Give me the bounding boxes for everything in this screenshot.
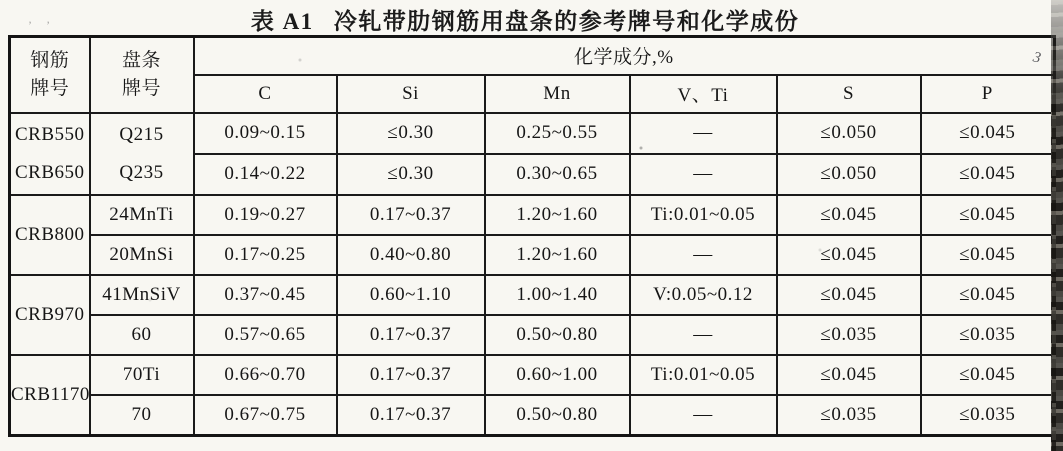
table-title [0, 3, 1050, 36]
value-cell-p: ≤0.045 [921, 154, 1055, 195]
value-cell-p: ≤0.045 [921, 235, 1055, 275]
stray-pencil-marks: ’ ’ [28, 18, 57, 32]
value-cell-vti: — [630, 315, 777, 355]
rod-grade-41mnsiv: 41MnSiV [90, 275, 194, 315]
value-cell-mn: 0.25~0.55 [485, 113, 630, 154]
value-cell-mn: 1.20~1.60 [485, 195, 630, 235]
value-cell-s: ≤0.035 [777, 315, 921, 355]
value-cell-p: ≤0.035 [921, 395, 1055, 435]
rebar-grade-cell-crb970: CRB970 [10, 275, 90, 355]
value-cell-s: ≤0.045 [777, 195, 921, 235]
header-rod-grade-line1: 盘条 [121, 50, 161, 72]
value-cell-p: ≤0.035 [921, 315, 1055, 355]
value-cell-vti: — [630, 395, 777, 435]
value-cell-s: ≤0.035 [777, 395, 921, 435]
value-cell-c: 0.57~0.65 [194, 315, 337, 355]
value-cell-si: 0.17~0.37 [337, 355, 485, 395]
value-cell-c: 0.17~0.25 [194, 235, 337, 275]
rebar-grade-cell-crb550-crb650 [10, 113, 90, 195]
header-element-c: C [194, 75, 337, 113]
value-cell-vti: — [630, 113, 777, 154]
value-cell-s: ≤0.045 [777, 275, 921, 315]
value-cell-mn: 1.20~1.60 [485, 235, 630, 275]
header-element-p: P [921, 75, 1055, 113]
value-cell-si: ≤0.30 [337, 154, 485, 195]
rebar-grade-crb650: CRB650 [14, 161, 85, 183]
rebar-grade-cell-crb1170: CRB1170 [10, 355, 90, 435]
rod-grade-q235: Q235 [119, 161, 164, 183]
header-rebar-grade-line2: 牌号 [30, 77, 70, 99]
table-title-label: 表 A1 [250, 9, 314, 34]
header-element-s: S [777, 75, 921, 113]
rod-grade-24mnti: 24MnTi [90, 195, 194, 235]
table-row [10, 113, 1055, 154]
value-cell-s: ≤0.045 [777, 355, 921, 395]
value-cell-vti: Ti:0.01~0.05 [630, 355, 777, 395]
header-chemical-composition: 化学成分,% [194, 37, 1055, 75]
table-row [10, 235, 1055, 275]
value-cell-mn: 0.30~0.65 [485, 154, 630, 195]
value-cell-mn: 0.60~1.00 [485, 355, 630, 395]
rebar-grade-crb550: CRB550 [14, 123, 85, 145]
table-row [10, 275, 1055, 315]
value-cell-vti: Ti:0.01~0.05 [630, 195, 777, 235]
value-cell-c: 0.66~0.70 [194, 355, 337, 395]
header-rod-grade [90, 37, 194, 113]
table-title-text: 冷轧带肋钢筋用盘条的参考牌号和化学成份 [333, 9, 800, 34]
rod-grade-cell-q215-q235 [90, 113, 194, 195]
value-cell-vti: — [630, 235, 777, 275]
header-element-vti: V、Ti [630, 75, 777, 113]
value-cell-c: 0.09~0.15 [194, 113, 337, 154]
value-cell-c: 0.14~0.22 [194, 154, 337, 195]
value-cell-p: ≤0.045 [921, 275, 1055, 315]
table-row [10, 355, 1055, 395]
value-cell-c: 0.19~0.27 [194, 195, 337, 235]
rebar-grade-cell-crb800: CRB800 [10, 195, 90, 275]
header-element-si: Si [337, 75, 485, 113]
value-cell-vti: V:0.05~0.12 [630, 275, 777, 315]
value-cell-s: ≤0.050 [777, 154, 921, 195]
rod-grade-60: 60 [90, 315, 194, 355]
value-cell-si: 0.60~1.10 [337, 275, 485, 315]
table-row [10, 315, 1055, 355]
value-cell-si: 0.40~0.80 [337, 235, 485, 275]
value-cell-s: ≤0.050 [777, 113, 921, 154]
header-rebar-grade [10, 37, 90, 113]
rod-grade-20mnsi: 20MnSi [90, 235, 194, 275]
rod-grade-70: 70 [90, 395, 194, 435]
value-cell-si: 0.17~0.37 [337, 195, 485, 235]
header-rebar-grade-line1: 钢筋 [30, 50, 70, 72]
header-element-mn: Mn [485, 75, 630, 113]
value-cell-c: 0.67~0.75 [194, 395, 337, 435]
header-rod-grade-line2: 牌号 [121, 77, 161, 99]
value-cell-c: 0.37~0.45 [194, 275, 337, 315]
value-cell-p: ≤0.045 [921, 113, 1055, 154]
scan-page-edge-shadow [1052, 95, 1056, 451]
value-cell-si: 0.17~0.37 [337, 395, 485, 435]
table-row [10, 395, 1055, 435]
value-cell-si: ≤0.30 [337, 113, 485, 154]
value-cell-p: ≤0.045 [921, 195, 1055, 235]
table-row [10, 195, 1055, 235]
value-cell-s: ≤0.045 [777, 235, 921, 275]
value-cell-mn: 1.00~1.40 [485, 275, 630, 315]
value-cell-p: ≤0.045 [921, 355, 1055, 395]
chemical-composition-table [8, 35, 1056, 437]
value-cell-vti: — [630, 154, 777, 195]
value-cell-mn: 0.50~0.80 [485, 315, 630, 355]
value-cell-si: 0.17~0.37 [337, 315, 485, 355]
handwritten-pen-mark: 3 [1031, 49, 1043, 67]
rod-grade-70ti: 70Ti [90, 355, 194, 395]
value-cell-mn: 0.50~0.80 [485, 395, 630, 435]
rod-grade-q215: Q215 [119, 123, 164, 145]
